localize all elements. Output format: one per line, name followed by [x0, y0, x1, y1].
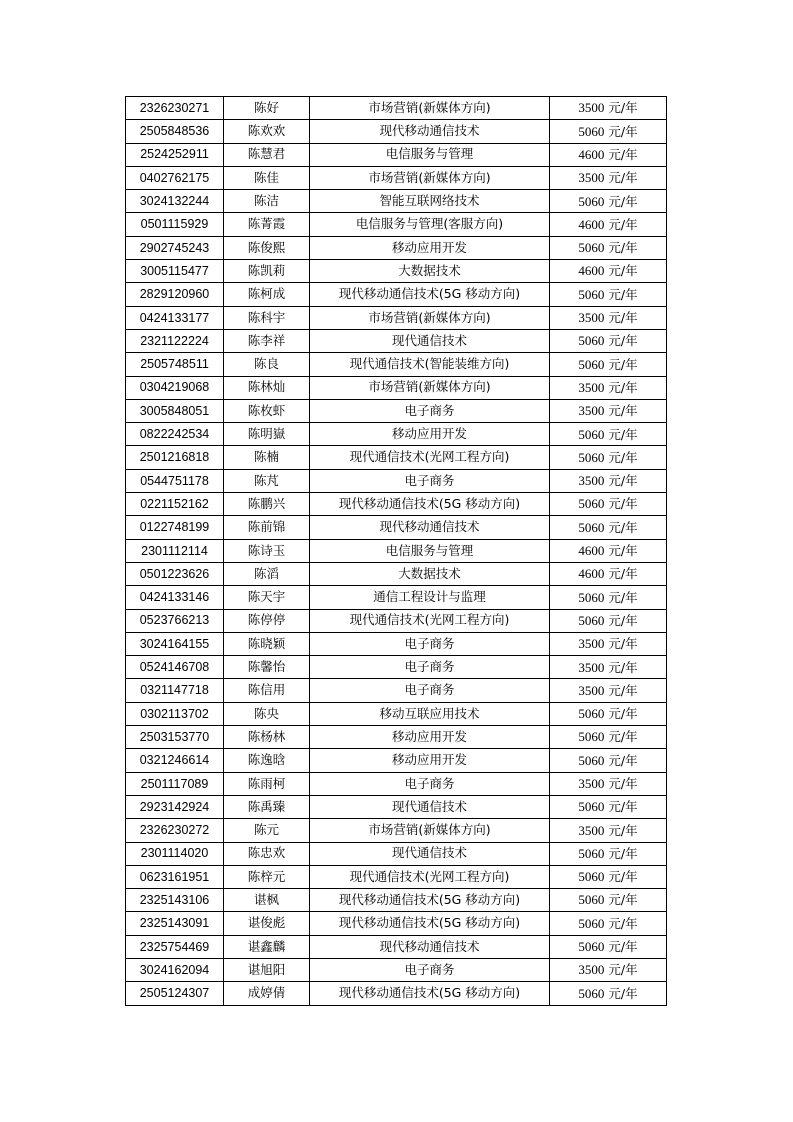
- tuition-fee-cell: [550, 819, 667, 842]
- student-id-cell: 2301112114: [126, 539, 224, 562]
- tuition-fee-amount: 4600: [578, 543, 605, 559]
- student-id-cell: 0402762175: [126, 166, 224, 189]
- major-cell: 电子商务: [310, 469, 550, 492]
- tuition-fee-unit: 元/年: [608, 543, 638, 559]
- tuition-fee-unit: 元/年: [608, 146, 638, 162]
- table-row: [126, 562, 667, 585]
- tuition-fee-amount: 3500: [578, 636, 605, 652]
- tuition-fee-cell: [550, 609, 667, 632]
- tuition-fee-unit: 元/年: [608, 799, 638, 815]
- table-row: [126, 842, 667, 865]
- table-row: [126, 679, 667, 702]
- tuition-fee-unit: 元/年: [608, 263, 638, 279]
- tuition-fee-unit: 元/年: [608, 939, 638, 955]
- table-row: [126, 726, 667, 749]
- student-id-cell: 3005848051: [126, 399, 224, 422]
- tuition-fee-cell: [550, 213, 667, 236]
- table-row: [126, 423, 667, 446]
- table-row: [126, 749, 667, 772]
- major-cell: 现代通信技术(光网工程方向): [310, 609, 550, 632]
- student-id-cell: 0523766213: [126, 609, 224, 632]
- student-name-cell: 陈滔: [224, 562, 310, 585]
- student-name-cell: 陈柯成: [224, 283, 310, 306]
- table-row: [126, 143, 667, 166]
- tuition-fee-cell: [550, 97, 667, 120]
- tuition-fee-amount: 3500: [578, 310, 605, 326]
- table-row: [126, 795, 667, 818]
- tuition-fee-unit: 元/年: [608, 612, 638, 628]
- table-row: [126, 306, 667, 329]
- tuition-fee-unit: 元/年: [608, 752, 638, 768]
- tuition-fee-amount: 5060: [578, 612, 605, 628]
- student-name-cell: 陈停停: [224, 609, 310, 632]
- student-name-cell: 陈杨林: [224, 726, 310, 749]
- student-id-cell: 2301114020: [126, 842, 224, 865]
- tuition-fee-amount: 3500: [578, 403, 605, 419]
- student-name-cell: 陈李祥: [224, 329, 310, 352]
- table-row: [126, 376, 667, 399]
- tuition-fee-amount: 5060: [578, 356, 605, 372]
- tuition-fee-unit: 元/年: [608, 403, 638, 419]
- major-cell: 现代通信技术(智能装维方向): [310, 353, 550, 376]
- student-name-cell: 谌枫: [224, 889, 310, 912]
- tuition-fee-unit: 元/年: [608, 566, 638, 582]
- tuition-fee-amount: 5060: [578, 985, 605, 1001]
- student-name-cell: 成婷倩: [224, 982, 310, 1005]
- tuition-fee-unit: 元/年: [608, 449, 638, 465]
- tuition-fee-amount: 3500: [578, 659, 605, 675]
- tuition-fee-cell: [550, 935, 667, 958]
- major-cell: 市场营销(新媒体方向): [310, 819, 550, 842]
- tuition-fee-unit: 元/年: [608, 100, 638, 116]
- student-name-cell: 谌旭阳: [224, 958, 310, 981]
- tuition-fee-amount: 5060: [578, 706, 605, 722]
- student-id-cell: 2501117089: [126, 772, 224, 795]
- table-row: [126, 493, 667, 516]
- tuition-fee-amount: 5060: [578, 845, 605, 861]
- student-id-cell: 0424133146: [126, 586, 224, 609]
- tuition-fee-unit: 元/年: [608, 240, 638, 256]
- major-cell: 现代通信技术(光网工程方向): [310, 865, 550, 888]
- student-name-cell: 陈佳: [224, 166, 310, 189]
- tuition-fee-unit: 元/年: [608, 519, 638, 535]
- tuition-fee-cell: [550, 166, 667, 189]
- student-id-cell: 0822242534: [126, 423, 224, 446]
- student-name-cell: 陈央: [224, 702, 310, 725]
- tuition-fee-amount: 3500: [578, 170, 605, 186]
- table-row: [126, 865, 667, 888]
- table-row: [126, 97, 667, 120]
- student-id-cell: 2902745243: [126, 236, 224, 259]
- student-name-cell: 陈良: [224, 353, 310, 376]
- student-id-cell: 0321147718: [126, 679, 224, 702]
- tuition-fee-amount: 3500: [578, 962, 605, 978]
- tuition-fee-cell: [550, 726, 667, 749]
- tuition-fee-amount: 3500: [578, 822, 605, 838]
- student-name-cell: 陈明嶽: [224, 423, 310, 446]
- student-name-cell: 陈好: [224, 97, 310, 120]
- tuition-fee-amount: 3500: [578, 100, 605, 116]
- tuition-fee-cell: [550, 865, 667, 888]
- major-cell: 移动互联应用技术: [310, 702, 550, 725]
- tuition-fee-amount: 5060: [578, 589, 605, 605]
- tuition-fee-cell: [550, 120, 667, 143]
- student-id-cell: 2524252911: [126, 143, 224, 166]
- tuition-fee-amount: 5060: [578, 449, 605, 465]
- table-row: [126, 586, 667, 609]
- tuition-fee-cell: [550, 539, 667, 562]
- major-cell: 电子商务: [310, 656, 550, 679]
- table-row: [126, 353, 667, 376]
- tuition-fee-unit: 元/年: [608, 216, 638, 232]
- student-id-cell: 2923142924: [126, 795, 224, 818]
- tuition-fee-cell: [550, 516, 667, 539]
- tuition-fee-cell: [550, 260, 667, 283]
- table-row: [126, 819, 667, 842]
- student-name-cell: 陈芃: [224, 469, 310, 492]
- table-row: [126, 213, 667, 236]
- student-name-cell: 陈慧君: [224, 143, 310, 166]
- tuition-fee-unit: 元/年: [608, 985, 638, 1001]
- student-id-cell: 2829120960: [126, 283, 224, 306]
- tuition-fee-cell: [550, 329, 667, 352]
- student-name-cell: 陈天宇: [224, 586, 310, 609]
- tuition-fee-amount: 3500: [578, 776, 605, 791]
- student-fee-table-body: [126, 97, 667, 1006]
- tuition-fee-unit: 元/年: [608, 962, 638, 978]
- tuition-fee-unit: 元/年: [608, 473, 638, 489]
- tuition-fee-amount: 5060: [578, 869, 605, 885]
- tuition-fee-cell: [550, 772, 667, 795]
- student-name-cell: 陈馨怡: [224, 656, 310, 679]
- tuition-fee-unit: 元/年: [608, 659, 638, 675]
- student-name-cell: 陈前锦: [224, 516, 310, 539]
- major-cell: 电子商务: [310, 958, 550, 981]
- tuition-fee-unit: 元/年: [608, 496, 638, 512]
- tuition-fee-unit: 元/年: [608, 682, 638, 698]
- student-id-cell: 0304219068: [126, 376, 224, 399]
- major-cell: 通信工程设计与监理: [310, 586, 550, 609]
- tuition-fee-unit: 元/年: [608, 845, 638, 861]
- student-id-cell: 2505848536: [126, 120, 224, 143]
- tuition-fee-amount: 5060: [578, 915, 605, 931]
- tuition-fee-unit: 元/年: [608, 333, 638, 349]
- tuition-fee-amount: 4600: [578, 146, 605, 162]
- student-name-cell: 陈信用: [224, 679, 310, 702]
- tuition-fee-cell: [550, 143, 667, 166]
- tuition-fee-amount: 5060: [578, 496, 605, 512]
- student-id-cell: 0501223626: [126, 562, 224, 585]
- tuition-fee-cell: [550, 656, 667, 679]
- student-name-cell: 陈鹏兴: [224, 493, 310, 516]
- student-id-cell: 0501115929: [126, 213, 224, 236]
- student-id-cell: 0544751178: [126, 469, 224, 492]
- student-id-cell: 2503153770: [126, 726, 224, 749]
- tuition-fee-amount: 4600: [578, 566, 605, 582]
- tuition-fee-unit: 元/年: [608, 636, 638, 652]
- tuition-fee-unit: 元/年: [608, 869, 638, 885]
- student-name-cell: 陈禹臻: [224, 795, 310, 818]
- table-row: [126, 236, 667, 259]
- tuition-fee-amount: 3500: [578, 682, 605, 698]
- table-row: [126, 632, 667, 655]
- table-row: [126, 120, 667, 143]
- major-cell: 现代移动通信技术(5G 移动方向): [310, 912, 550, 935]
- student-name-cell: 陈元: [224, 819, 310, 842]
- table-row: [126, 889, 667, 912]
- student-id-cell: 2326230272: [126, 819, 224, 842]
- tuition-fee-amount: 4600: [578, 216, 605, 232]
- major-cell: 现代移动通信技术(5G 移动方向): [310, 283, 550, 306]
- tuition-fee-amount: 5060: [578, 729, 605, 745]
- student-name-cell: 谌俊彪: [224, 912, 310, 935]
- tuition-fee-unit: 元/年: [608, 706, 638, 722]
- student-id-cell: 2321122224: [126, 329, 224, 352]
- student-name-cell: 陈欢欢: [224, 120, 310, 143]
- major-cell: 市场营销(新媒体方向): [310, 166, 550, 189]
- tuition-fee-unit: 元/年: [608, 729, 638, 745]
- table-row: [126, 469, 667, 492]
- student-name-cell: 陈菁霞: [224, 213, 310, 236]
- major-cell: 电子商务: [310, 772, 550, 795]
- tuition-fee-amount: 5060: [578, 333, 605, 349]
- major-cell: 电子商务: [310, 632, 550, 655]
- table-row: [126, 446, 667, 469]
- tuition-fee-cell: [550, 562, 667, 585]
- student-name-cell: 陈梓元: [224, 865, 310, 888]
- student-id-cell: 0524146708: [126, 656, 224, 679]
- tuition-fee-unit: 元/年: [608, 589, 638, 605]
- major-cell: 电子商务: [310, 399, 550, 422]
- student-id-cell: 0221152162: [126, 493, 224, 516]
- table-row: [126, 399, 667, 422]
- student-id-cell: 2325754469: [126, 935, 224, 958]
- major-cell: 现代移动通信技术(5G 移动方向): [310, 493, 550, 516]
- major-cell: 电信服务与管理: [310, 143, 550, 166]
- tuition-fee-cell: [550, 236, 667, 259]
- tuition-fee-unit: 元/年: [608, 822, 638, 838]
- tuition-fee-unit: 元/年: [608, 170, 638, 186]
- student-id-cell: 2501216818: [126, 446, 224, 469]
- tuition-fee-cell: [550, 632, 667, 655]
- tuition-fee-unit: 元/年: [608, 379, 638, 395]
- student-id-cell: 0424133177: [126, 306, 224, 329]
- student-id-cell: 3005115477: [126, 260, 224, 283]
- student-id-cell: 0122748199: [126, 516, 224, 539]
- major-cell: 移动应用开发: [310, 726, 550, 749]
- table-row: [126, 656, 667, 679]
- tuition-fee-cell: [550, 842, 667, 865]
- student-id-cell: 3024164155: [126, 632, 224, 655]
- major-cell: 现代通信技术: [310, 842, 550, 865]
- student-id-cell: 0623161951: [126, 865, 224, 888]
- tuition-fee-amount: 4600: [578, 263, 605, 279]
- tuition-fee-unit: 元/年: [608, 286, 638, 302]
- major-cell: 移动应用开发: [310, 749, 550, 772]
- tuition-fee-amount: 5060: [578, 939, 605, 955]
- tuition-fee-amount: 5060: [578, 193, 605, 209]
- major-cell: 现代移动通信技术: [310, 120, 550, 143]
- tuition-fee-amount: 5060: [578, 892, 605, 908]
- major-cell: 电信服务与管理(客服方向): [310, 213, 550, 236]
- major-cell: 现代移动通信技术: [310, 516, 550, 539]
- student-id-cell: 2505748511: [126, 353, 224, 376]
- table-row: [126, 283, 667, 306]
- tuition-fee-amount: 5060: [578, 286, 605, 302]
- tuition-fee-cell: [550, 679, 667, 702]
- table-row: [126, 982, 667, 1005]
- student-id-cell: 2325143106: [126, 889, 224, 912]
- tuition-fee-amount: 3500: [578, 473, 605, 489]
- major-cell: 现代通信技术(光网工程方向): [310, 446, 550, 469]
- tuition-fee-cell: [550, 283, 667, 306]
- table-row: [126, 702, 667, 725]
- major-cell: 移动应用开发: [310, 236, 550, 259]
- student-name-cell: 陈诗玉: [224, 539, 310, 562]
- tuition-fee-amount: 5060: [578, 519, 605, 535]
- tuition-fee-cell: [550, 795, 667, 818]
- student-id-cell: 0321246614: [126, 749, 224, 772]
- student-name-cell: 陈逸晗: [224, 749, 310, 772]
- tuition-fee-amount: 5060: [578, 240, 605, 256]
- student-name-cell: 陈科宇: [224, 306, 310, 329]
- major-cell: 现代通信技术: [310, 329, 550, 352]
- major-cell: 现代移动通信技术: [310, 935, 550, 958]
- major-cell: 智能互联网络技术: [310, 190, 550, 213]
- tuition-fee-unit: 元/年: [608, 310, 638, 326]
- tuition-fee-cell: [550, 982, 667, 1005]
- student-fee-table: [125, 96, 667, 1006]
- tuition-fee-cell: [550, 306, 667, 329]
- tuition-fee-amount: 5060: [578, 752, 605, 768]
- tuition-fee-cell: [550, 912, 667, 935]
- student-id-cell: 0302113702: [126, 702, 224, 725]
- student-id-cell: 3024162094: [126, 958, 224, 981]
- tuition-fee-unit: 元/年: [608, 193, 638, 209]
- tuition-fee-unit: 元/年: [608, 123, 638, 139]
- table-row: [126, 958, 667, 981]
- student-name-cell: 陈忠欢: [224, 842, 310, 865]
- major-cell: 电信服务与管理: [310, 539, 550, 562]
- tuition-fee-unit: 元/年: [608, 915, 638, 931]
- student-id-cell: 2326230271: [126, 97, 224, 120]
- major-cell: 现代移动通信技术(5G 移动方向): [310, 982, 550, 1005]
- tuition-fee-unit: 元/年: [608, 356, 638, 372]
- tuition-fee-amount: 5060: [578, 799, 605, 815]
- student-name-cell: 陈晓颖: [224, 632, 310, 655]
- tuition-fee-cell: [550, 353, 667, 376]
- student-name-cell: 陈枚虾: [224, 399, 310, 422]
- tuition-fee-cell: [550, 423, 667, 446]
- student-name-cell: 陈林灿: [224, 376, 310, 399]
- tuition-fee-cell: [550, 469, 667, 492]
- tuition-fee-cell: [550, 376, 667, 399]
- table-row: [126, 912, 667, 935]
- major-cell: 市场营销(新媒体方向): [310, 97, 550, 120]
- tuition-fee-unit: 元/年: [608, 776, 638, 791]
- student-name-cell: 陈俊熙: [224, 236, 310, 259]
- tuition-fee-cell: [550, 446, 667, 469]
- major-cell: 大数据技术: [310, 562, 550, 585]
- student-id-cell: 3024132244: [126, 190, 224, 213]
- table-row: [126, 539, 667, 562]
- tuition-fee-cell: [550, 586, 667, 609]
- student-name-cell: 陈楠: [224, 446, 310, 469]
- tuition-fee-cell: [550, 889, 667, 912]
- student-id-cell: 2505124307: [126, 982, 224, 1005]
- table-row: [126, 260, 667, 283]
- major-cell: 大数据技术: [310, 260, 550, 283]
- tuition-fee-unit: 元/年: [608, 892, 638, 908]
- tuition-fee-amount: 5060: [578, 426, 605, 442]
- tuition-fee-unit: 元/年: [608, 426, 638, 442]
- tuition-fee-cell: [550, 190, 667, 213]
- table-row: [126, 935, 667, 958]
- tuition-fee-cell: [550, 958, 667, 981]
- major-cell: 市场营销(新媒体方向): [310, 376, 550, 399]
- student-name-cell: 陈凯莉: [224, 260, 310, 283]
- student-name-cell: 谌鑫麟: [224, 935, 310, 958]
- student-name-cell: 陈雨柯: [224, 772, 310, 795]
- tuition-fee-cell: [550, 702, 667, 725]
- tuition-fee-cell: [550, 493, 667, 516]
- major-cell: 移动应用开发: [310, 423, 550, 446]
- tuition-fee-amount: 3500: [578, 379, 605, 395]
- tuition-fee-cell: [550, 399, 667, 422]
- table-row: [126, 609, 667, 632]
- table-row: [126, 166, 667, 189]
- tuition-fee-cell: [550, 749, 667, 772]
- table-row: [126, 772, 667, 795]
- major-cell: 市场营销(新媒体方向): [310, 306, 550, 329]
- table-row: [126, 190, 667, 213]
- tuition-fee-amount: 5060: [578, 123, 605, 139]
- student-name-cell: 陈洁: [224, 190, 310, 213]
- table-row: [126, 516, 667, 539]
- major-cell: 现代移动通信技术(5G 移动方向): [310, 889, 550, 912]
- major-cell: 电子商务: [310, 679, 550, 702]
- student-id-cell: 2325143091: [126, 912, 224, 935]
- table-row: [126, 329, 667, 352]
- major-cell: 现代通信技术: [310, 795, 550, 818]
